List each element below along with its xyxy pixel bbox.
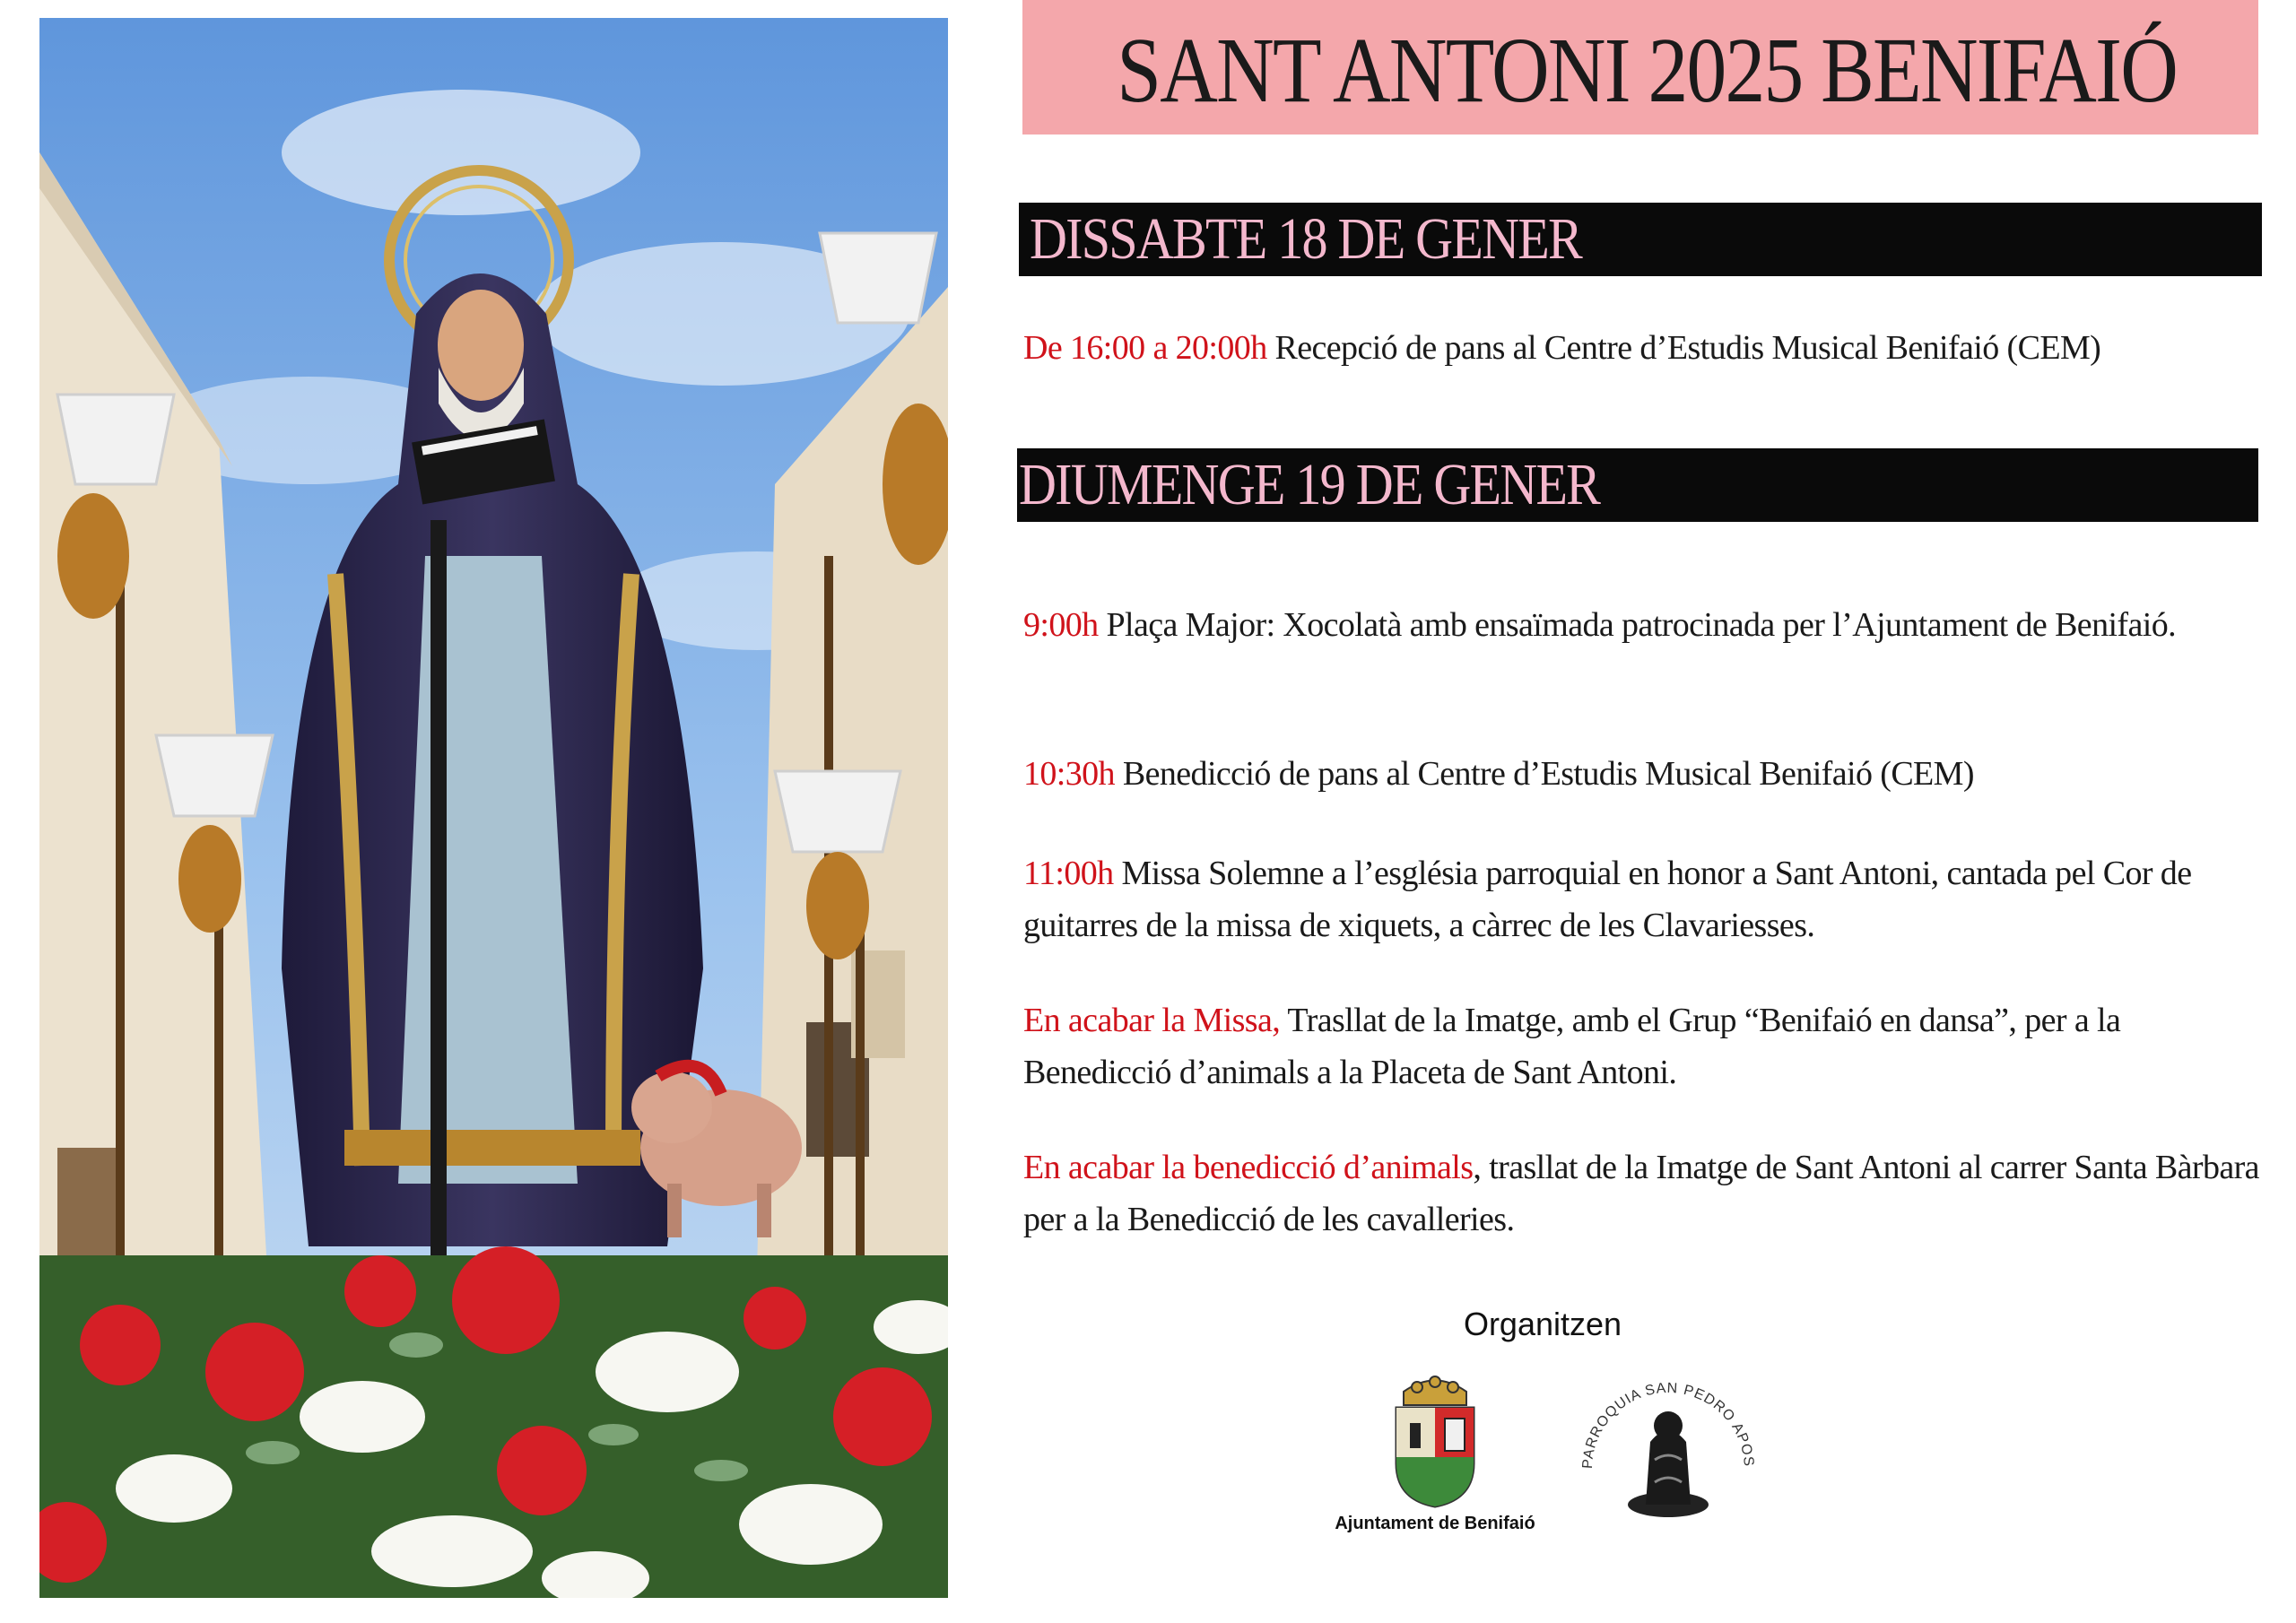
day1-header: DISSABTE 18 DE GENER (1030, 206, 1581, 272)
event-description: Trasllat de la Imatge, amb el Grup “Benifaió en dansa”, per a la Benedicció d’animals a la Placeta de Sant Antoni. (1023, 1002, 2121, 1091)
parroquia-seal-text: PARROQUIA SAN PEDRO APOS (1579, 1380, 1757, 1470)
organizers-heading: Organitzen (1463, 1306, 1622, 1342)
parroquia-seal-logo (1570, 1370, 1767, 1549)
event-day1-1 (1023, 322, 2261, 374)
event-time: 10:30h (1023, 755, 1115, 793)
day2-header: DIUMENGE 19 DE GENER (1019, 452, 1600, 517)
event-description: Recepció de pans al Centre d’Estudis Musical Benifaió (CEM) (1266, 329, 2101, 367)
event-day2-1 (1023, 599, 2261, 651)
event-time: 11:00h (1023, 855, 1114, 892)
event-time: De 16:00 a 20:00h (1023, 329, 1267, 367)
event-description: Missa Solemne a l’església parroquial en honor a Sant Antoni, cantada pel Cor de guitarres de la missa de xiquets, a càrrec de les Clavariesses. (1023, 855, 2192, 944)
event-description: Plaça Major: Xocolatà amb ensaïmada patrocinada per l’Ajuntament de Benifaió. (1098, 606, 2177, 644)
saint-statue-photo (39, 18, 948, 1598)
event-description: , trasllat de la Imatge de Sant Antoni al carrer Santa Bàrbara per a la Benedicció de les cavalleries. (1023, 1149, 2259, 1238)
event-day2-5 (1023, 1141, 2261, 1245)
event-description: Benedicció de pans al Centre d’Estudis Musical Benifaió (CEM) (1114, 755, 1974, 793)
page-title: SANT ANTONI 2025 BENIFAIÓ (1117, 19, 2178, 122)
event-time: 9:00h (1023, 606, 1099, 644)
event-time: En acabar la benedicció d’animals (1023, 1149, 1474, 1186)
event-day2-2 (1023, 748, 2261, 800)
event-day2-4 (1023, 994, 2261, 1098)
ajuntament-logo-label: Ajuntament de Benifaió (1335, 1514, 1535, 1533)
ajuntament-coat-of-arms-logo (1386, 1374, 1484, 1508)
event-time: En acabar la Missa, (1023, 1002, 1281, 1039)
event-day2-3 (1023, 847, 2261, 951)
